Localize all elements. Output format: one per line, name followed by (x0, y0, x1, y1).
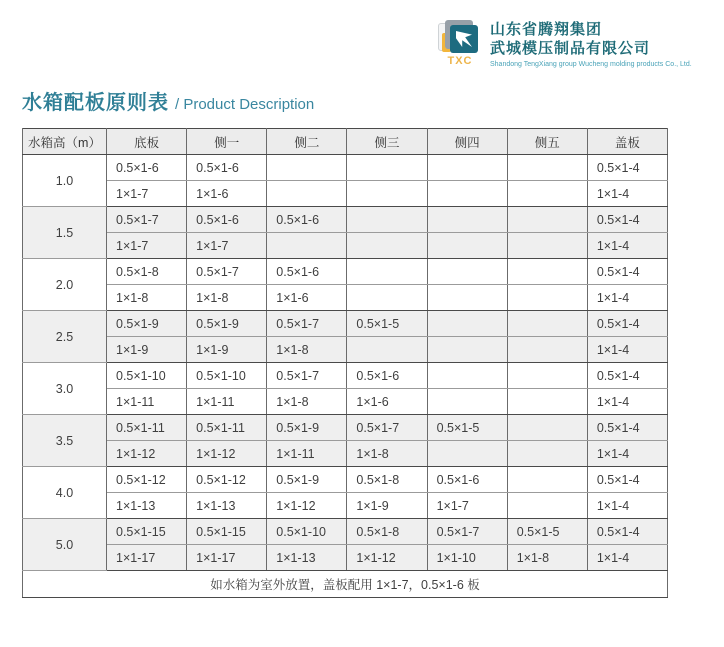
table-cell: 1×1-8 (267, 337, 347, 363)
table-cell (507, 285, 587, 311)
table-cell: 0.5×1-7 (267, 363, 347, 389)
height-cell: 3.5 (23, 415, 107, 467)
table-cell (427, 259, 507, 285)
table-cell (507, 233, 587, 259)
table-cell: 1×1-12 (187, 441, 267, 467)
group-row-b (23, 493, 668, 519)
group-row-a (23, 519, 668, 545)
table-cell (507, 181, 587, 207)
table-cell: 1×1-13 (267, 545, 347, 571)
group-row-a (23, 467, 668, 493)
table-cell: 0.5×1-7 (107, 207, 187, 233)
txc-logo-icon (437, 18, 483, 68)
height-cell: 2.0 (23, 259, 107, 311)
table-cell: 1×1-13 (187, 493, 267, 519)
table-cell (347, 285, 427, 311)
table-cell: 0.5×1-11 (107, 415, 187, 441)
table-cell (347, 337, 427, 363)
group-row-a (23, 415, 668, 441)
table-cell: 0.5×1-7 (267, 311, 347, 337)
table-cell: 0.5×1-9 (107, 311, 187, 337)
table-cell: 1×1-13 (107, 493, 187, 519)
table-cell (507, 363, 587, 389)
height-cell: 3.0 (23, 363, 107, 415)
table-cell (427, 181, 507, 207)
table-cell (507, 259, 587, 285)
column-header: 侧四 (427, 129, 507, 155)
group-row-a (23, 259, 668, 285)
table-cell: 0.5×1-9 (187, 311, 267, 337)
page-title-zh: 水箱配板原则表 (22, 92, 169, 114)
table-cell (427, 233, 507, 259)
table-cell: 0.5×1-5 (507, 519, 587, 545)
table-cell: 0.5×1-10 (187, 363, 267, 389)
group-row-b (23, 181, 668, 207)
logo-bolt-icon (454, 29, 474, 49)
column-header: 水箱高（m） (23, 129, 107, 155)
table-cell (427, 441, 507, 467)
footer-note: 如水箱为室外放置，盖板配用 1×1-7，0.5×1-6 板 (23, 571, 668, 598)
table-cell: 1×1-12 (267, 493, 347, 519)
table-cell: 1×1-12 (347, 545, 427, 571)
group-row-b (23, 233, 668, 259)
group-row-b (23, 441, 668, 467)
table-cell: 0.5×1-4 (587, 311, 667, 337)
group-row-b (23, 389, 668, 415)
table-cell: 0.5×1-8 (347, 467, 427, 493)
table-cell: 0.5×1-6 (267, 207, 347, 233)
table-cell: 0.5×1-7 (427, 519, 507, 545)
table-cell: 0.5×1-6 (187, 155, 267, 181)
table-cell: 0.5×1-10 (107, 363, 187, 389)
table-cell: 1×1-9 (347, 493, 427, 519)
table-cell (507, 155, 587, 181)
group-row-b (23, 285, 668, 311)
table-cell: 0.5×1-15 (107, 519, 187, 545)
table-cell: 0.5×1-12 (107, 467, 187, 493)
table-cell: 0.5×1-6 (107, 155, 187, 181)
table-cell (267, 233, 347, 259)
table-cell (507, 441, 587, 467)
height-cell: 5.0 (23, 519, 107, 571)
table-cell (427, 207, 507, 233)
table-cell: 0.5×1-6 (267, 259, 347, 285)
table-cell: 1×1-8 (347, 441, 427, 467)
table-cell (427, 363, 507, 389)
table-cell (347, 207, 427, 233)
table-cell: 1×1-9 (187, 337, 267, 363)
table-cell (507, 493, 587, 519)
company-name-zh-1: 山东省腾翔集团 (490, 21, 603, 38)
table-cell (507, 467, 587, 493)
height-cell: 4.0 (23, 467, 107, 519)
table-cell: 0.5×1-7 (347, 415, 427, 441)
table-cell (427, 389, 507, 415)
table-cell: 1×1-7 (107, 181, 187, 207)
table-cell: 0.5×1-8 (107, 259, 187, 285)
table-cell: 0.5×1-9 (267, 467, 347, 493)
table-cell: 1×1-7 (107, 233, 187, 259)
table-cell: 1×1-11 (267, 441, 347, 467)
group-row-a (23, 207, 668, 233)
table-cell (507, 311, 587, 337)
table-cell: 0.5×1-9 (267, 415, 347, 441)
table-cell (347, 259, 427, 285)
table-cell: 1×1-6 (267, 285, 347, 311)
table-cell (507, 415, 587, 441)
table-cell: 0.5×1-15 (187, 519, 267, 545)
table-cell: 0.5×1-4 (587, 519, 667, 545)
company-name-zh-2: 武城模压制品有限公司 (490, 39, 651, 57)
table-cell: 0.5×1-6 (427, 467, 507, 493)
group-row-a (23, 363, 668, 389)
table-cell: 1×1-4 (587, 337, 667, 363)
product-table (22, 128, 668, 598)
table-cell (347, 155, 427, 181)
table-cell: 1×1-4 (587, 389, 667, 415)
table-cell: 1×1-8 (267, 389, 347, 415)
table-cell: 1×1-11 (187, 389, 267, 415)
table-cell: 1×1-4 (587, 493, 667, 519)
table-cell: 0.5×1-12 (187, 467, 267, 493)
table-cell: 1×1-7 (187, 233, 267, 259)
table-cell: 1×1-8 (107, 285, 187, 311)
table-cell (507, 337, 587, 363)
table-cell (347, 181, 427, 207)
table-body (23, 155, 668, 598)
table-cell: 0.5×1-11 (187, 415, 267, 441)
table-cell (507, 207, 587, 233)
page-title (22, 86, 314, 115)
table-cell: 1×1-11 (107, 389, 187, 415)
table-cell: 1×1-6 (347, 389, 427, 415)
table-header-row (23, 129, 668, 155)
table-cell: 1×1-7 (427, 493, 507, 519)
column-header: 底板 (107, 129, 187, 155)
height-cell: 2.5 (23, 311, 107, 363)
table-cell: 0.5×1-4 (587, 363, 667, 389)
table-cell: 1×1-4 (587, 181, 667, 207)
table-cell (267, 155, 347, 181)
page-title-en: / Product Description (175, 96, 315, 113)
table-cell (347, 233, 427, 259)
table-cell (427, 285, 507, 311)
table-cell: 0.5×1-4 (587, 259, 667, 285)
column-header: 盖板 (587, 129, 667, 155)
table-cell: 0.5×1-4 (587, 415, 667, 441)
company-logo (437, 18, 692, 68)
table-cell (427, 311, 507, 337)
height-cell: 1.5 (23, 207, 107, 259)
table-cell: 0.5×1-6 (347, 363, 427, 389)
company-name-en: Shandong TengXiang group Wucheng molding products Co., Ltd. (490, 60, 692, 68)
table-cell: 1×1-4 (587, 285, 667, 311)
logo-mark-text: TXC (447, 55, 473, 67)
table-header (23, 129, 668, 155)
group-row-b (23, 545, 668, 571)
table-cell: 1×1-17 (107, 545, 187, 571)
table-cell: 0.5×1-4 (587, 467, 667, 493)
table-cell: 1×1-4 (587, 233, 667, 259)
table-cell: 1×1-17 (187, 545, 267, 571)
table-cell (427, 337, 507, 363)
table-cell: 0.5×1-7 (187, 259, 267, 285)
footer-row (23, 571, 668, 598)
table-cell: 0.5×1-4 (587, 155, 667, 181)
table-cell: 1×1-8 (187, 285, 267, 311)
table-cell: 1×1-4 (587, 441, 667, 467)
logo-card-teal (450, 25, 478, 53)
table-cell: 0.5×1-10 (267, 519, 347, 545)
group-row-a (23, 155, 668, 181)
table-cell: 0.5×1-6 (187, 207, 267, 233)
table-cell: 1×1-8 (507, 545, 587, 571)
product-table-wrapper (22, 128, 668, 598)
table-cell: 0.5×1-5 (427, 415, 507, 441)
table-cell: 1×1-4 (587, 545, 667, 571)
table-cell: 1×1-6 (187, 181, 267, 207)
group-row-b (23, 337, 668, 363)
table-cell: 1×1-12 (107, 441, 187, 467)
table-cell: 0.5×1-8 (347, 519, 427, 545)
company-name-block (490, 18, 692, 68)
group-row-a (23, 311, 668, 337)
table-cell (507, 389, 587, 415)
table-cell: 1×1-9 (107, 337, 187, 363)
table-cell: 0.5×1-4 (587, 207, 667, 233)
table-cell: 0.5×1-5 (347, 311, 427, 337)
column-header: 侧一 (187, 129, 267, 155)
height-cell: 1.0 (23, 155, 107, 207)
table-cell: 1×1-10 (427, 545, 507, 571)
table-cell (427, 155, 507, 181)
column-header: 侧五 (507, 129, 587, 155)
column-header: 侧二 (267, 129, 347, 155)
column-header: 侧三 (347, 129, 427, 155)
table-cell (267, 181, 347, 207)
